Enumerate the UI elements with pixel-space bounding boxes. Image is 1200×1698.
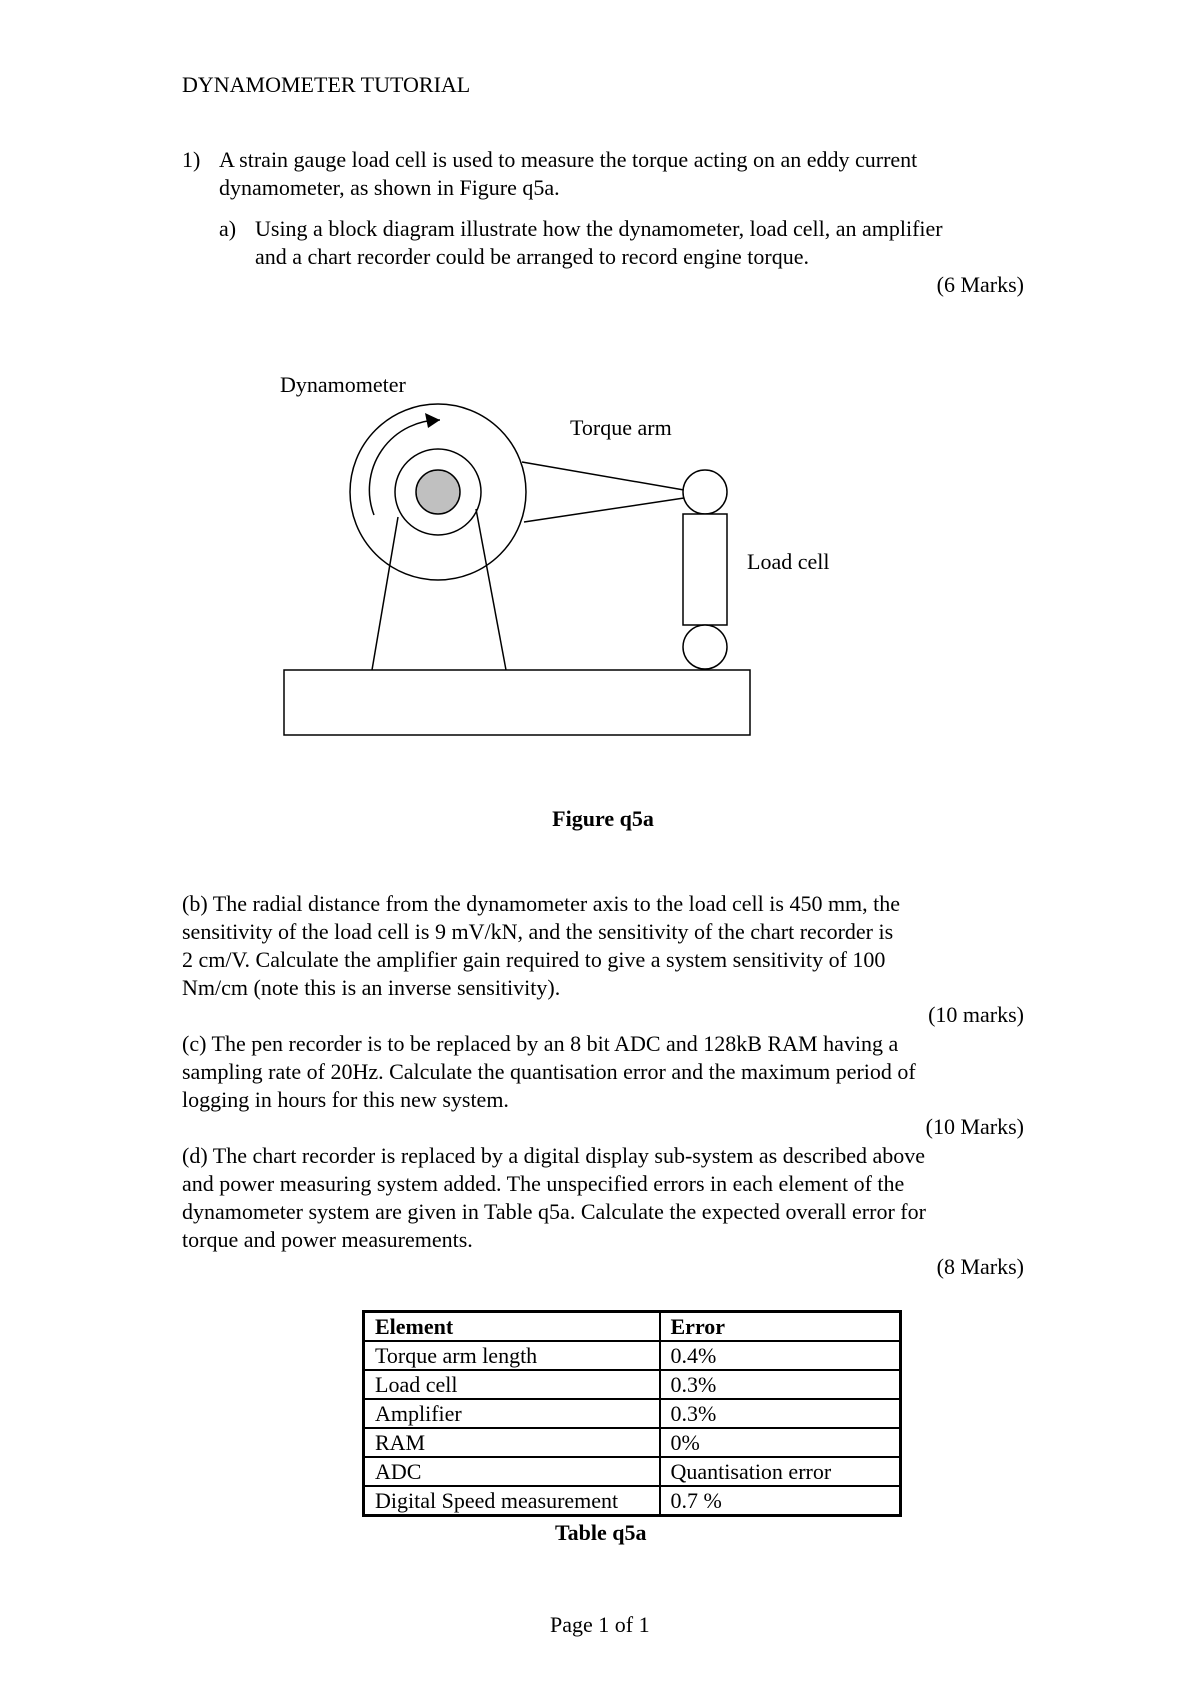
part-b-marks: (10 marks) (928, 1002, 1024, 1027)
table-cell-element: Amplifier (364, 1399, 660, 1428)
table-row (364, 1486, 901, 1516)
part-c-line-2: sampling rate of 20Hz. Calculate the quantisation error and the maximum period of (182, 1059, 916, 1084)
part-b-line-3: 2 cm/V. Calculate the amplifier gain required to give a system sensitivity of 100 (182, 947, 886, 972)
table-row (364, 1341, 901, 1370)
page-title: DYNAMOMETER TUTORIAL (182, 72, 471, 97)
table-row (364, 1457, 901, 1486)
table-caption: Table q5a (555, 1520, 647, 1545)
upper-pivot (683, 470, 727, 514)
figure-label-load-cell: Load cell (747, 549, 830, 574)
part-a-marks: (6 Marks) (936, 272, 1024, 297)
table-cell-error: Quantisation error (660, 1457, 901, 1486)
table-cell-error: 0.3% (660, 1399, 901, 1428)
part-d-line-2: and power measuring system added. The unspecified errors in each element of the (182, 1171, 905, 1196)
part-b-line-2: sensitivity of the load cell is 9 mV/kN, and the sensitivity of the chart recorder is (182, 919, 894, 944)
part-c-line-1: (c) The pen recorder is to be replaced by an 8 bit ADC and 128kB RAM having a (182, 1031, 899, 1056)
table-cell-error: 0% (660, 1428, 901, 1457)
part-d-marks: (8 Marks) (936, 1254, 1024, 1279)
table-header-error: Error (660, 1312, 901, 1342)
table-cell-element: Torque arm length (364, 1341, 660, 1370)
figure-label-dynamometer: Dynamometer (280, 372, 406, 397)
table-cell-element: Load cell (364, 1370, 660, 1399)
question-1-number: 1) (182, 147, 201, 172)
table-cell-element: RAM (364, 1428, 660, 1457)
part-d-line-1: (d) The chart recorder is replaced by a digital display sub-system as described above (182, 1143, 926, 1168)
table-row (364, 1370, 901, 1399)
torque-arm-upper (522, 462, 684, 490)
figure-caption: Figure q5a (552, 806, 654, 831)
table-cell-error: 0.4% (660, 1341, 901, 1370)
part-b-line-4: Nm/cm (note this is an inverse sensitivity). (182, 975, 561, 1000)
part-a-line-2: and a chart recorder could be arranged to record engine torque. (255, 244, 809, 269)
dynamometer-body (350, 404, 526, 670)
part-c-marks: (10 Marks) (925, 1114, 1024, 1139)
part-d-line-4: torque and power measurements. (182, 1227, 473, 1252)
question-1-line-2: dynamometer, as shown in Figure q5a. (219, 175, 560, 200)
table-row (364, 1399, 901, 1428)
part-a-line-1: Using a block diagram illustrate how the dynamometer, load cell, an amplifier (255, 216, 943, 241)
lower-pivot (683, 625, 727, 669)
torque-arm (522, 462, 684, 522)
error-table (362, 1310, 902, 1517)
load-cell (683, 514, 727, 625)
part-c-line-3: logging in hours for this new system. (182, 1087, 509, 1112)
pedestal-right-edge (476, 509, 506, 670)
table-cell-element: Digital Speed measurement (364, 1486, 660, 1516)
part-a-number: a) (219, 216, 237, 241)
rotation-arrowhead-icon (425, 413, 440, 428)
table-header-element: Element (364, 1312, 660, 1342)
shaft (416, 470, 460, 514)
load-cell-assembly (683, 470, 727, 669)
pedestal-left-edge (372, 517, 398, 670)
question-1-line-1: A strain gauge load cell is used to measure the torque acting on an eddy current (219, 147, 918, 172)
figure-label-torque-arm: Torque arm (570, 415, 672, 440)
torque-arm-lower (524, 498, 684, 522)
page-footer: Page 1 of 1 (550, 1612, 650, 1637)
table-row (364, 1428, 901, 1457)
table-cell-error: 0.7 % (660, 1486, 901, 1516)
table-cell-error: 0.3% (660, 1370, 901, 1399)
base-plate (284, 670, 750, 735)
table-header-row (364, 1312, 901, 1342)
table-cell-element: ADC (364, 1457, 660, 1486)
part-d-line-3: dynamometer system are given in Table q5a. Calculate the expected overall error for (182, 1199, 926, 1224)
part-b-line-1: (b) The radial distance from the dynamometer axis to the load cell is 450 mm, the (182, 891, 901, 916)
